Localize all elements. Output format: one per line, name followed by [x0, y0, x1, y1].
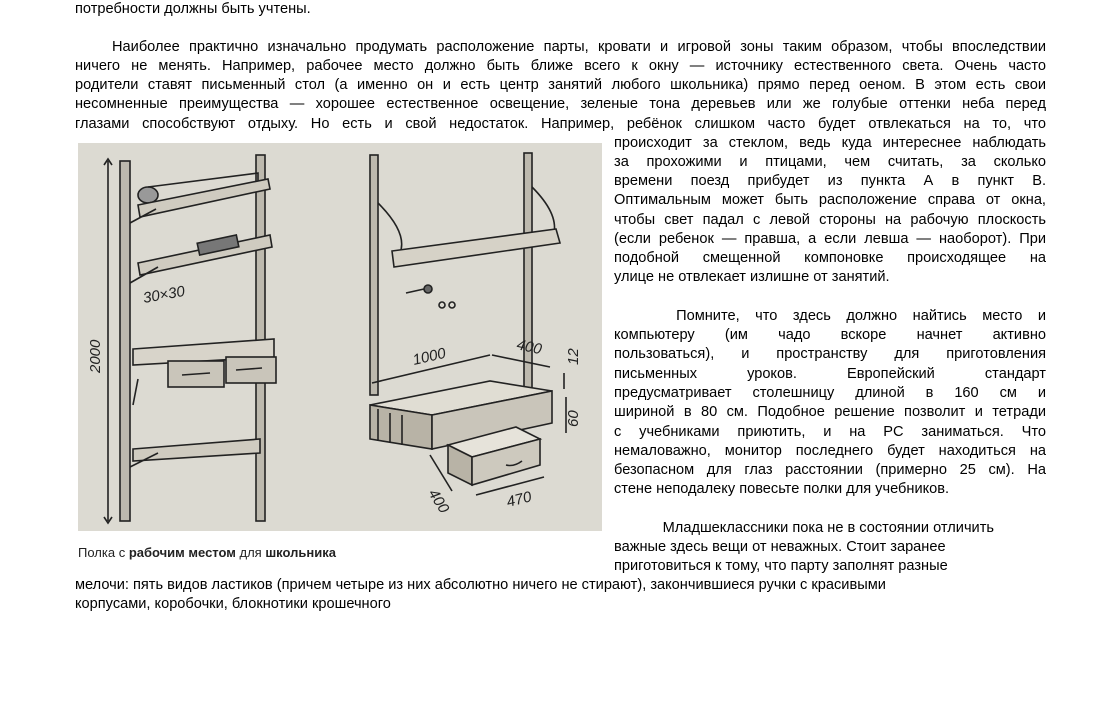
dim-drawer-length: 470 [504, 488, 534, 511]
intro-tail: потребности должны быть учтены. [75, 1, 311, 17]
text-line: приготовиться к тому, что парту заполнят разные [614, 558, 948, 574]
text-line: Помните, что здесь должно найтись место и [614, 308, 1046, 324]
figure-caption [78, 543, 336, 562]
dim-thickness: 12 [565, 348, 582, 365]
text-line: компьютеру (им чадо вскоре начнет активно [614, 327, 1046, 343]
shelf-drawing-figure [78, 143, 602, 531]
text-line: важные здесь вещи от неважных. Стоит заранее [614, 539, 946, 555]
dim-depth: 400 [515, 336, 544, 359]
text-line: несомненные преимущества — хорошее естественное освещение, зеленые тона деревьев или же голубые оттенки неба перед [75, 96, 1046, 112]
dim-height: 2000 [87, 339, 104, 373]
text-line: родители ставят письменный стол (а именно он и есть центр занятий любого школьника) прямо перед оеном. В этом есть свои [75, 77, 1046, 93]
text-line: Наиболее практично изначально продумать расположение парты, кровати и игровой зоны таким образом, чтобы впоследствии [75, 39, 1046, 55]
text-line: письменных уроков. Европейский стандарт [614, 366, 1046, 382]
caption-bold: рабочим местом [128, 545, 236, 560]
text-line: времени поезд прибудет из пункта А в пункт В. [614, 173, 1046, 189]
text-line: пользоваться), и пространству для приготовления [614, 346, 1046, 362]
text-line: Младшеклассники пока не в состоянии отличить [614, 520, 994, 536]
text-line: чтобы свет падал с левой стороны на рабочую плоскость [614, 212, 1046, 228]
dim-drawer-height: 60 [565, 410, 582, 427]
text-line: предусматривает столешницу длиной в 160 см и [614, 385, 1046, 401]
caption-bold: школьника [265, 545, 336, 560]
dim-length: 1000 [411, 344, 448, 369]
text-line: ничего не менять. Например, рабочее место должно быть ближе всего к окну — источнику естественного света. Очень часто [75, 58, 1046, 74]
text-line: за прохожими и птицами, чем считать, за сколько [614, 154, 1046, 170]
text-line: мелочи: пять видов ластиков (причем четыре из них абсолютно ничего не стирают), закончившиеся ручки с красивыми [75, 577, 886, 593]
text-line: корпусами, коробочки, блокнотики крошечного [75, 596, 391, 612]
text-line: улице не отвлекает излишне от занятий. [614, 269, 890, 285]
shelf-drawing [78, 143, 602, 531]
text-line: с учебниками приютить, и на PC заниматься. Что [614, 424, 1046, 440]
text-line: глазами способствуют отдыху. Но есть и свой недостаток. Например, ребёнок слишком часто будет отвлекаться на то, что [75, 116, 1046, 132]
caption-part: для [235, 545, 266, 560]
text-line: стене неподалеку повесьте полки для учебников. [614, 481, 950, 497]
caption-part: Полка с [78, 545, 129, 560]
text-line: подобной смещенной компоновке происходящее на [614, 250, 1046, 266]
dim-drawer-width: 400 [424, 486, 453, 517]
text-line: происходит за стеклом, ведь куда интереснее наблюдать [614, 135, 1046, 151]
text-line: (если ребенок — правша, а если левша — наоборот). При [614, 231, 1046, 247]
dim-section: 30×30 [141, 282, 187, 307]
text-line: Оптимальным может быть расположение справа от окна, [614, 192, 1046, 208]
text-line: безопасном для глаз расстоянии (примерно 25 см). На [614, 462, 1046, 478]
text-line: шириной в 80 см. Подобное решение позволит и тетради [614, 404, 1046, 420]
text-line: немаловажно, монитор последнего будет находиться на [614, 443, 1046, 459]
